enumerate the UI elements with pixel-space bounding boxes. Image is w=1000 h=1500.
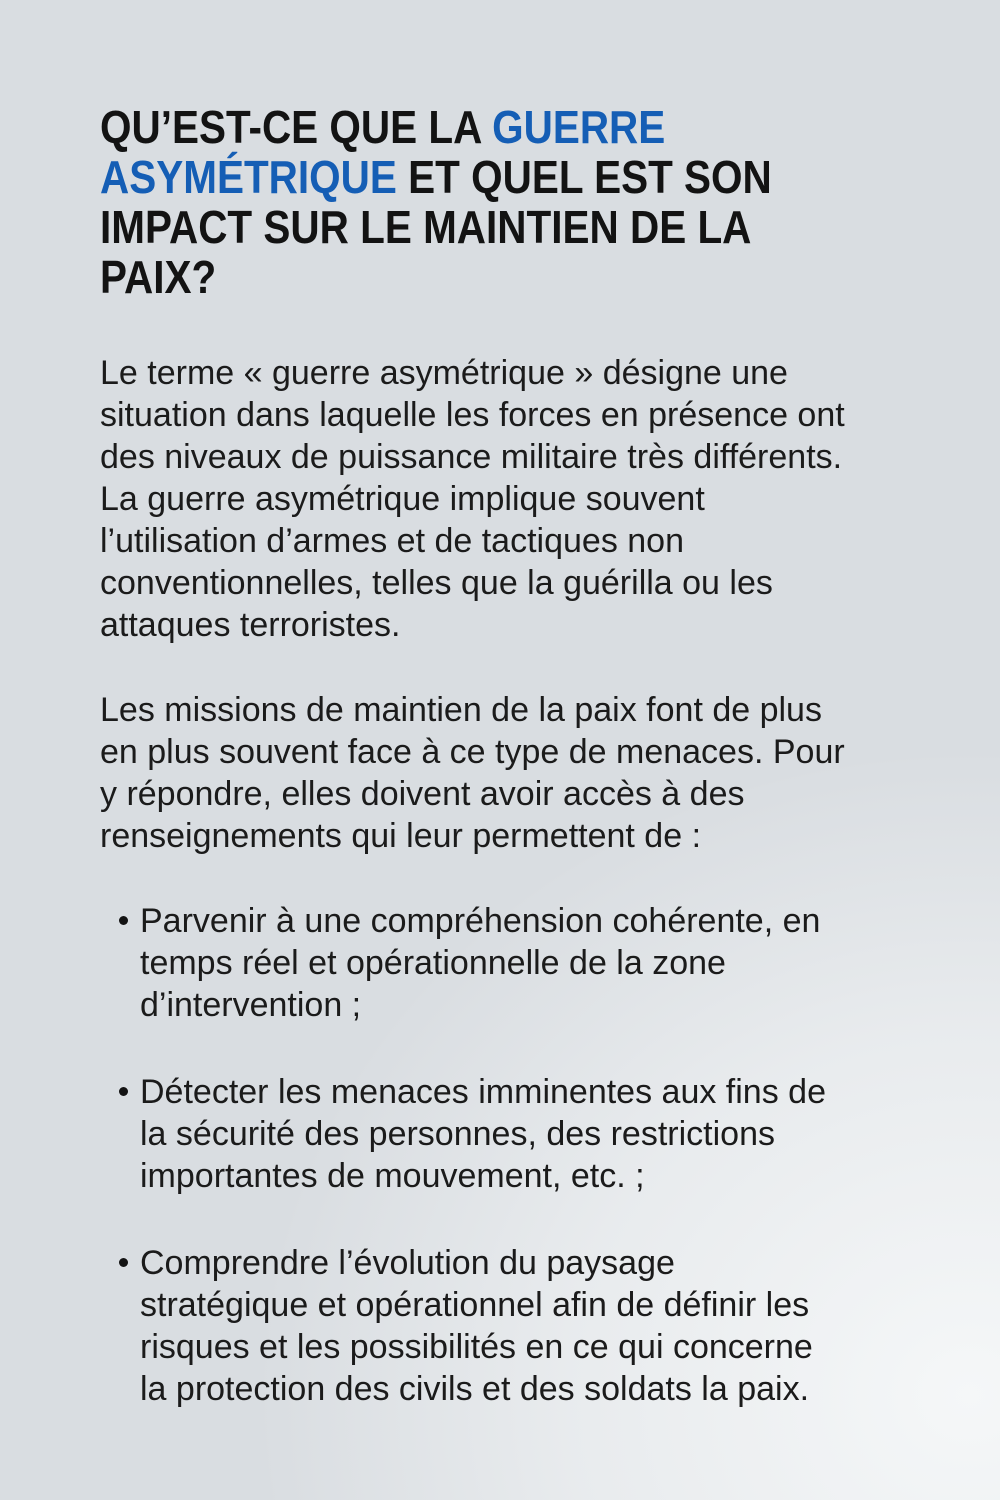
- body-paragraph: Les missions de maintien de la paix font de plus en plus souvent face à ce type de menaces. Pour y répondre, elles doivent avoir accès à des renseignements qui leur permettent de :: [100, 691, 845, 855]
- list-item: [100, 1242, 837, 1410]
- list-item-text: Parvenir à une compréhension cohérente, en temps réel et opérationnelle de la zone d’intervention ;: [140, 902, 821, 1024]
- title-text: QU’EST-CE QUE LA: [100, 101, 493, 153]
- list-item: [100, 900, 837, 1026]
- title-highlight: GUERRE: [492, 101, 666, 153]
- bullet-icon: [119, 1087, 128, 1096]
- title-text: IMPACT SUR LE MAINTIEN DE LA: [100, 201, 752, 253]
- body-paragraph: Le terme « guerre asymétrique » désigne une situation dans laquelle les forces en présence ont des niveaux de puissance militaire très différents. La guerre asymétrique implique souvent l’utilisation d’armes et de tactiques non conventionnelles, telles que la guérilla ou les attaques terroristes.: [100, 354, 845, 644]
- title-text: ET QUEL EST SON: [396, 151, 772, 203]
- list-item: [100, 1071, 837, 1197]
- title-highlight: ASYMÉTRIQUE: [100, 151, 397, 203]
- heading-line: [100, 252, 772, 302]
- heading-line: [100, 202, 772, 252]
- bullet-list: [100, 900, 1000, 1410]
- heading-line: [100, 102, 772, 152]
- bullet-icon: [119, 1258, 128, 1267]
- title-text: PAIX?: [100, 251, 217, 303]
- list-item-text: Détecter les menaces imminentes aux fins de la sécurité des personnes, des restrictions importantes de mouvement, etc. ;: [140, 1073, 826, 1195]
- list-item-text: Comprendre l’évolution du paysage stratégique et opérationnel afin de définir les risques et les possibilités en ce qui concerne la protection des civils et des soldats la paix.: [140, 1244, 813, 1408]
- bullet-icon: [119, 916, 128, 925]
- page-title: [100, 102, 772, 302]
- heading-line: [100, 152, 772, 202]
